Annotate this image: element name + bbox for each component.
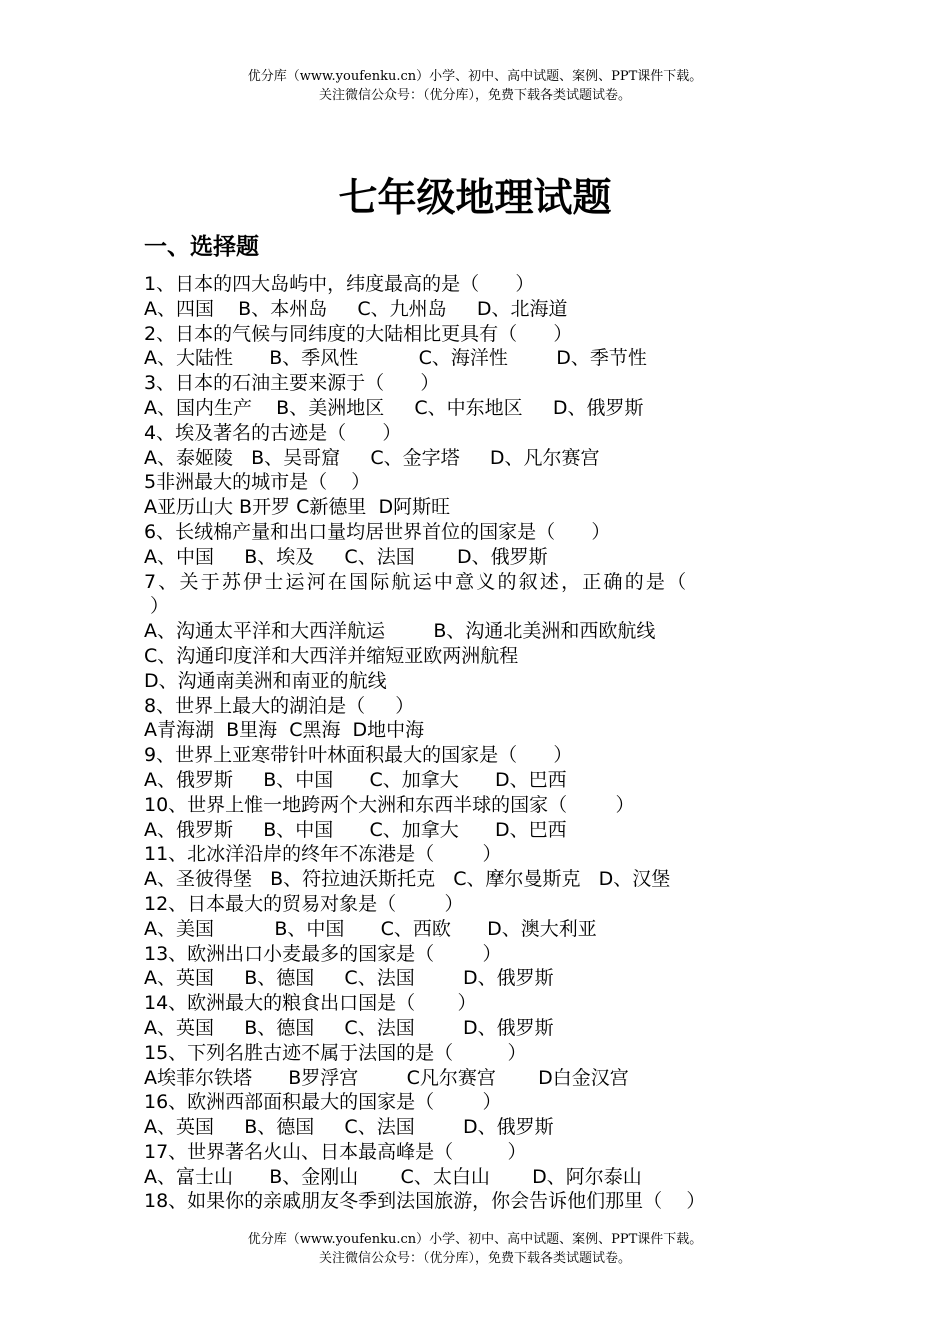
header-line-2: 关注微信公众号：（优分库），免费下载各类试题试卷。: [318, 88, 631, 103]
page-title: 七年级地理试题: [338, 175, 612, 221]
text-line: C、沟通印度洋和大西洋并缩短亚欧两洲航程: [144, 644, 519, 667]
text-line: A、英国 B、德国 C、法国 D、俄罗斯: [144, 967, 554, 990]
text-line: 9、世界上亚寒带针叶林面积最大的国家是（ ）: [144, 744, 573, 767]
text-line: 5非洲最大的城市是（ ）: [144, 471, 371, 494]
text-line: A、国内生产 B、美洲地区 C、中东地区 D、俄罗斯: [144, 396, 644, 419]
text-line: A、圣彼得堡 B、符拉迪沃斯托克 C、摩尔曼斯克 D、汉堡: [144, 868, 671, 891]
text-line: A青海湖 B里海 C黑海 D地中海: [144, 719, 425, 742]
text-line: 18、如果你的亲戚朋友冬季到法国旅游，你会告诉他们那里（ ）: [144, 1190, 706, 1213]
text-line: A、俄罗斯 B、中国 C、加拿大 D、巴西: [144, 818, 567, 841]
question-list: [144, 272, 824, 1214]
text-line: 3、日本的石油主要来源于（ ）: [144, 372, 440, 395]
text-line: A、英国 B、德国 C、法国 D、俄罗斯: [144, 1016, 554, 1039]
text-line: A、沟通太平洋和大西洋航运 B、沟通北美洲和西欧航线: [144, 620, 656, 643]
text-line: ）: [144, 595, 170, 618]
text-line: A、富士山 B、金刚山 C、太白山 D、阿尔泰山: [144, 1165, 642, 1188]
text-line: 10、世界上惟一地跨两个大洲和东西半球的国家（ ）: [144, 793, 635, 816]
section-title: 一、选择题: [144, 234, 259, 260]
text-line: 7、关于苏伊士运河在国际航运中意义的叙述，正确的是（: [144, 570, 689, 593]
text-line: 15、下列名胜古迹不属于法国的是（ ）: [144, 1041, 527, 1064]
text-line: A、泰姬陵 B、吴哥窟 C、金字塔 D、凡尔赛宫: [144, 446, 600, 469]
text-line: 13、欧洲出口小麦最多的国家是（ ）: [144, 942, 502, 965]
text-line: A、英国 B、德国 C、法国 D、俄罗斯: [144, 1116, 554, 1139]
text-line: 1、日本的四大岛屿中，纬度最高的是（ ）: [144, 273, 535, 295]
text-line: 12、日本最大的贸易对象是（ ）: [144, 892, 464, 915]
footer-line-2: 关注微信公众号：（优分库），免费下载各类试题试卷。: [318, 1251, 631, 1266]
text-line: A、俄罗斯 B、中国 C、加拿大 D、巴西: [144, 768, 567, 791]
text-line: 17、世界著名火山、日本最高峰是（ ）: [144, 1140, 527, 1163]
text-line: 11、北冰洋沿岸的终年不冻港是（ ）: [144, 843, 502, 866]
text-line: A埃菲尔铁塔 B罗浮宫 C凡尔赛宫 D白金汉宫: [144, 1066, 629, 1089]
text-line: 2、日本的气候与同纬度的大陆相比更具有（ ）: [144, 322, 573, 345]
text-line: D、沟通南美洲和南亚的航线: [144, 669, 387, 692]
text-line: A、大陆性 B、季风性 C、海洋性 D、季节性: [144, 347, 647, 370]
text-line: 14、欧洲最大的粮食出口国是（ ）: [144, 992, 477, 1015]
text-line: 4、埃及著名的古迹是（ ）: [144, 421, 402, 444]
text-line: A、四国 B、本州岛 C、九州岛 D、北海道: [144, 297, 568, 320]
text-line: 6、长绒棉产量和出口量均居世界首位的国家是（ ）: [144, 520, 611, 543]
footer-line-1: 优分库（www.youfenku.cn）小学、初中、高中试题、案例、PPT课件下载。: [247, 1232, 703, 1247]
text-line: 8、世界上最大的湖泊是（ ）: [144, 694, 415, 717]
text-line: A亚历山大 B开罗 C新德里 D阿斯旺: [144, 496, 451, 519]
text-line: A、美国 B、中国 C、西欧 D、澳大利亚: [144, 917, 597, 940]
header-line-1: 优分库（www.youfenku.cn）小学、初中、高中试题、案例、PPT课件下载。: [247, 69, 703, 84]
text-line: A、中国 B、埃及 C、法国 D、俄罗斯: [144, 545, 548, 568]
text-line: 16、欧洲西部面积最大的国家是（ ）: [144, 1091, 502, 1114]
